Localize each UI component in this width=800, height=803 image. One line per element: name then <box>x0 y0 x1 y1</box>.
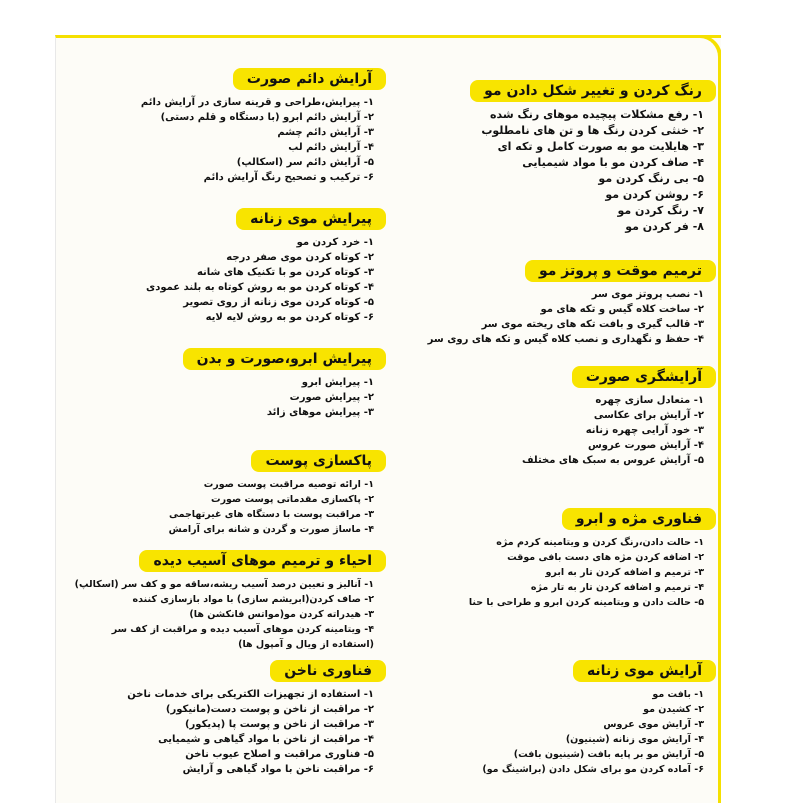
section-brow-face-body <box>183 348 386 420</box>
list-item: ۳- مراقبت از ناخن و پوست پا (پدیکور) <box>184 719 374 730</box>
section-title: آرایش دائم صورت <box>233 68 386 90</box>
list-item: ۱- حالت دادن،رنگ کردن و ویتامینه کردم مژه <box>496 537 704 548</box>
list-item: ۲- کوتاه کردن موی صفر درجه <box>226 252 374 263</box>
list-item: ۴- کوتاه کردن مو به روش کوتاه به بلند عمودی <box>146 282 374 293</box>
list-item: ۴- آرایش موی زنانه (شینیون) <box>565 734 704 745</box>
section-title: پیرایش موی زنانه <box>236 208 386 230</box>
list-item: (استفاده از ویال و آمپول ها) <box>238 639 374 650</box>
list-item: ۲- آرایش دائم ابرو (با دستگاه و قلم دستی) <box>160 112 374 123</box>
section-title: فناوری ناخن <box>270 660 386 682</box>
section-title: رنگ کردن و تغییر شکل دادن مو <box>470 80 716 102</box>
list-item: ۶- آماده کردن مو برای شکل دادن (براشینگ مو) <box>482 764 704 775</box>
section-title: ترمیم موقت و پروتز مو <box>525 260 716 282</box>
list-item: ۸- فر کردن مو <box>625 220 704 233</box>
list-item: ۲- مراقبت از ناخن و پوست دست(مانیکور) <box>165 704 374 715</box>
section-face-makeup <box>522 366 716 468</box>
list-item: ۲- آرایش برای عکاسی <box>593 410 704 421</box>
list-item: ۵- فناوری مراقبت و اصلاح عیوب ناخن <box>185 749 374 760</box>
list-item: ۵- آرایش عروس به سبک های مختلف <box>521 455 704 466</box>
list-item: ۵- آرایش مو بر پایه بافت (شینیون بافت) <box>513 749 704 760</box>
section-womens-haircut <box>146 208 386 325</box>
list-item: ۶- روشن کردن مو <box>605 188 704 201</box>
list-item: ۳- آرایش دائم چشم <box>277 127 374 138</box>
list-item: ۲- ساخت کلاه گیس و تکه های مو <box>540 304 704 315</box>
list-item: ۱- آنالیز و تعیین درصد آسیب ریشه،ساقه مو و کف سر (اسکالپ) <box>74 579 374 590</box>
section-permanent-makeup <box>141 68 386 185</box>
section-title: احیاء و ترمیم موهای آسیب دیده <box>139 550 386 572</box>
section-womens-hairstyling <box>482 660 716 777</box>
list-item: ۳- ترمیم و اضافه کردن تار به ابرو <box>545 567 704 578</box>
list-item: ۶- مراقبت ناخن با مواد گیاهی و آرایش <box>182 764 374 775</box>
list-item: ۳- آرایش موی عروس <box>603 719 704 730</box>
list-item: ۲- کشیدن مو <box>643 704 704 715</box>
section-title: پیرایش ابرو،صورت و بدن <box>183 348 386 370</box>
list-item: ۴- ترمیم و اضافه کردن تار به تار مژه <box>530 582 704 593</box>
section-hair-coloring <box>470 80 716 235</box>
section-title: پاکسازی پوست <box>251 450 386 472</box>
list-item: ۱- ارائه توصیه مراقبت پوست صورت <box>203 479 374 490</box>
list-item: ۴- ویتامینه کردن موهای آسیب دیده و مراقبت از کف سر <box>111 624 374 635</box>
section-nail-technology <box>127 660 386 777</box>
list-item: ۲- اضافه کردن مژه های دست بافی موقت <box>507 552 704 563</box>
list-item: ۳- خود آرایی چهره زنانه <box>585 425 704 436</box>
list-item: ۷- رنگ کردن مو <box>617 204 704 217</box>
list-item: ۴- آرایش صورت عروس <box>587 440 704 451</box>
section-title: آرایش موی زنانه <box>573 660 716 682</box>
section-damaged-hair <box>75 550 386 652</box>
document-page <box>55 35 721 803</box>
list-item: ۵- آرایش دائم سر (اسکالپ) <box>236 157 374 168</box>
section-title: آرایشگری صورت <box>572 366 716 388</box>
list-item: ۶- کوتاه کردن مو به روش لایه لایه <box>205 312 374 323</box>
list-item: ۱- رفع مشکلات پیچیده موهای رنگ شده <box>490 108 704 121</box>
list-item: ۴- ماساژ صورت و گردن و شانه برای آرامش <box>168 524 374 535</box>
list-item: ۲- پیرایش صورت <box>289 392 374 403</box>
list-item: ۳- مراقبت پوست با دستگاه های غیرتهاجمی <box>168 509 374 520</box>
list-item: ۴- آرایش دائم لب <box>288 142 374 153</box>
list-item: ۳- قالب گیری و بافت تکه های ریخته موی سر <box>481 319 704 330</box>
list-item: ۱- استفاده از تجهیزات الکتریکی برای خدمات ناخن <box>127 689 374 700</box>
list-item: ۴- مراقبت از ناخن با مواد گیاهی و شیمیایی <box>158 734 374 745</box>
list-item: ۳- هایلایت مو به صورت کامل و تکه ای <box>497 140 704 153</box>
list-item: ۱- پیرایش ابرو <box>301 377 374 388</box>
list-item: ۱- نصب پروتز موی سر <box>591 289 704 300</box>
list-item: ۱- بافت مو <box>652 689 704 700</box>
list-item: ۵- بی رنگ کردن مو <box>598 172 704 185</box>
list-item: ۶- ترکیب و تصحیح رنگ آرایش دائم <box>203 172 374 183</box>
list-item: ۱- پیرایش،طراحی و قرینه سازی در آرایش دائم <box>140 97 374 108</box>
section-hair-prosthesis <box>428 260 716 347</box>
section-lash-brow <box>469 508 716 610</box>
list-item: ۵- کوتاه کردن موی زنانه از روی تصویر <box>183 297 374 308</box>
list-item: ۳- پیرایش موهای زائد <box>266 407 374 418</box>
list-item: ۱- متعادل سازی چهره <box>595 395 704 406</box>
list-item: ۴- حفظ و نگهداری و نصب کلاه گیس و تکه های روی سر <box>427 334 704 345</box>
list-item: ۲- خنثی کردن رنگ ها و تن های نامطلوب <box>481 124 704 137</box>
list-item: ۴- صاف کردن مو با مواد شیمیایی <box>522 156 704 169</box>
section-skin-cleansing <box>169 450 386 537</box>
list-item: ۲- صاف کردن(ابریشم سازی) با مواد بازسازی کننده <box>132 594 374 605</box>
list-item: ۳- کوتاه کردن مو با تکنیک های شانه <box>196 267 374 278</box>
list-item: ۵- حالت دادن و ویتامینه کردن ابرو و طراحی با حنا <box>468 597 704 608</box>
list-item: ۳- هیدراته کردن مو(مواتس فانکشن ها) <box>189 609 374 620</box>
list-item: ۱- خرد کردن مو <box>296 237 374 248</box>
list-item: ۲- پاکسازی مقدماتی پوست صورت <box>211 494 374 505</box>
section-title: فناوری مژه و ابرو <box>562 508 716 530</box>
